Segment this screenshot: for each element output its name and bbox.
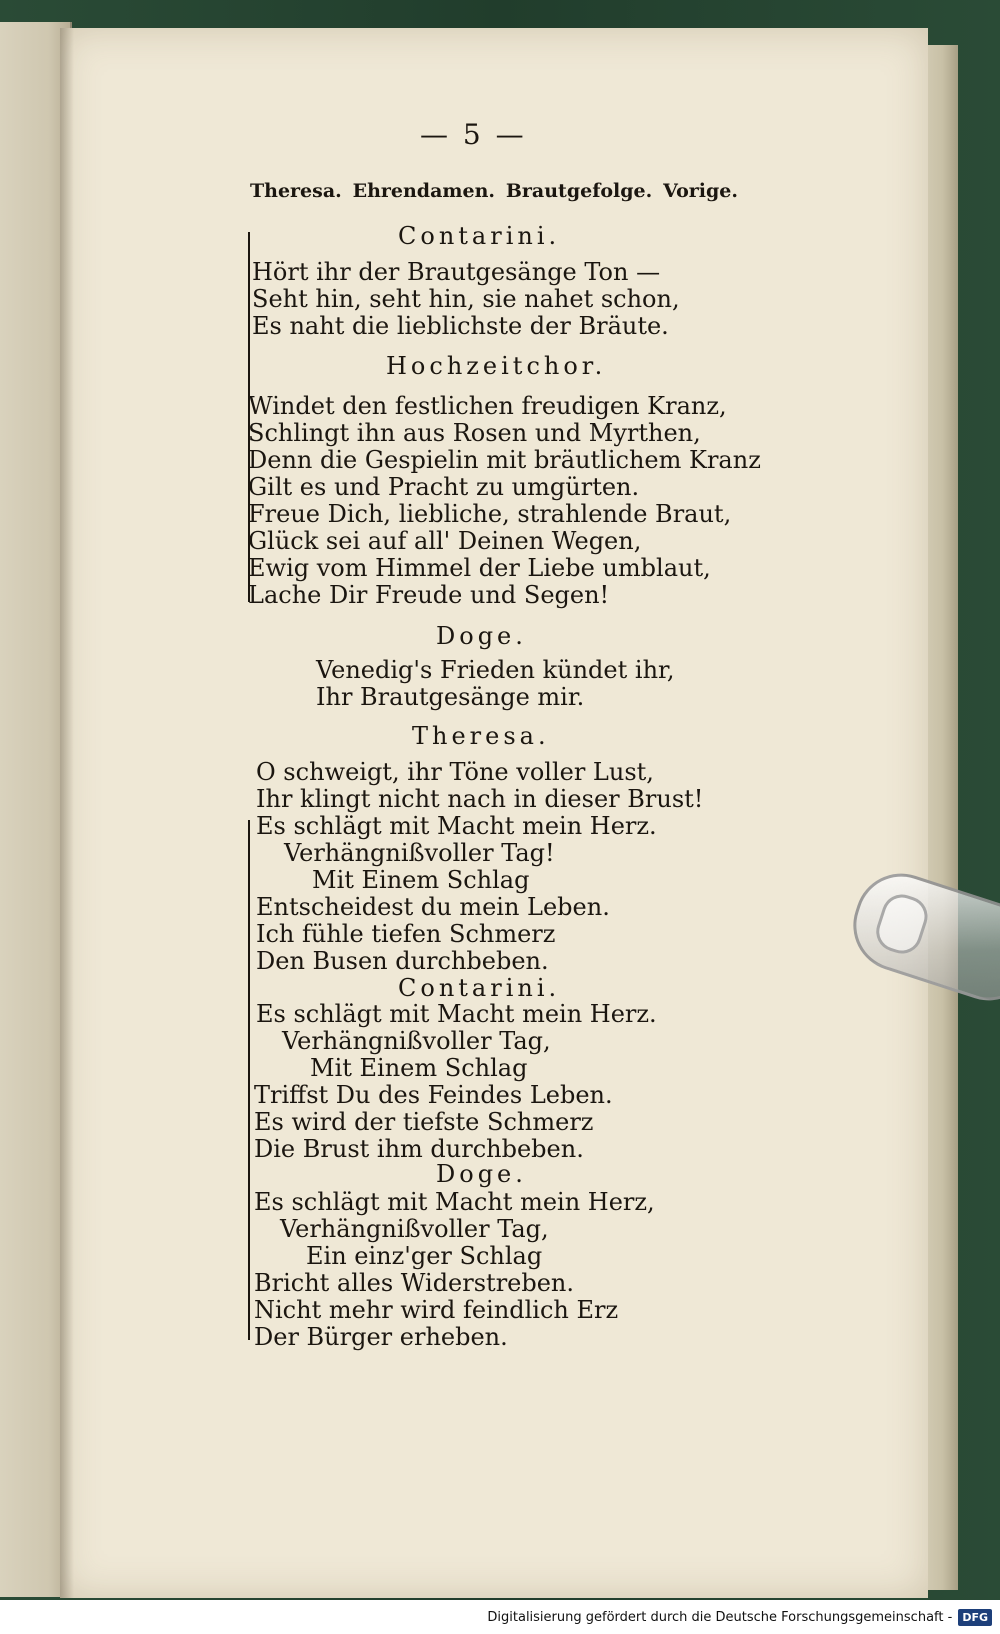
verse-line: Es schlägt mit Macht mein Herz.: [256, 812, 657, 840]
footer-text: Digitalisierung gefördert durch die Deutsche Forschungsgemeinschaft -: [487, 1609, 953, 1625]
verse-line: O schweigt, ihr Töne voller Lust,: [256, 758, 654, 786]
verse-line: Ihr Brautgesänge mir.: [316, 683, 585, 711]
verse-line: Es schlägt mit Macht mein Herz,: [254, 1188, 655, 1216]
verse-line: Freue Dich, liebliche, strahlende Braut,: [248, 500, 732, 528]
verse-line: Ihr klingt nicht nach in dieser Brust!: [256, 785, 704, 813]
verse-line: Mit Einem Schlag: [312, 866, 530, 894]
verse-line: Der Bürger erheben.: [254, 1323, 508, 1351]
verse-line: Ein einz'ger Schlag: [306, 1242, 543, 1270]
speaker-theresa: Theresa.: [412, 722, 550, 750]
verse-line: Den Busen durchbeben.: [256, 947, 549, 975]
verse-line: Es naht die lieblichste der Bräute.: [252, 312, 669, 340]
verse-line: Venedig's Frieden kündet ihr,: [316, 656, 675, 684]
header-char-4: Vorige.: [663, 180, 738, 202]
clip-loop: [871, 889, 933, 958]
verse-line: Ich fühle tiefen Schmerz: [256, 920, 556, 948]
speaker-contarini-2: Contarini.: [398, 974, 561, 1002]
verse-line: Verhängnißvoller Tag,: [282, 1027, 551, 1055]
header-char-3: Brautgefolge.: [505, 180, 653, 202]
verse-line: Windet den festlichen freudigen Kranz,: [248, 392, 727, 420]
verse-line: Verhängnißvoller Tag!: [284, 839, 555, 867]
verse-line: Entscheidest du mein Leben.: [256, 893, 610, 921]
speaker-hochzeitchor: Hochzeitchor.: [386, 352, 607, 380]
header-char-2: Ehrendamen.: [352, 180, 496, 202]
page-number: — 5 —: [420, 118, 527, 151]
verse-line: Lache Dir Freude und Segen!: [248, 581, 610, 609]
brace-trio: [248, 820, 250, 1340]
verse-line: Glück sei auf all' Deinen Wegen,: [248, 527, 642, 555]
verse-line: Es schlägt mit Macht mein Herz.: [256, 1000, 657, 1028]
digitization-footer: [0, 1600, 1000, 1634]
verse-line: Schlingt ihn aus Rosen und Myrthen,: [248, 419, 701, 447]
verse-line: Mit Einem Schlag: [310, 1054, 528, 1082]
dfg-logo: DFG: [958, 1609, 992, 1626]
header-char-1: Theresa.: [250, 180, 342, 202]
verse-line: Bricht alles Widerstreben.: [254, 1269, 575, 1297]
verse-line: Die Brust ihm durchbeben.: [254, 1135, 584, 1163]
speaker-doge-1: Doge.: [436, 622, 527, 650]
verse-line: Ewig vom Himmel der Liebe umblaut,: [248, 554, 711, 582]
verse-line: Verhängnißvoller Tag,: [280, 1215, 549, 1243]
scene-characters-header: [250, 180, 738, 202]
verse-line: Gilt es und Pracht zu umgürten.: [248, 473, 640, 501]
speaker-doge-2: Doge.: [436, 1160, 527, 1188]
speaker-contarini-1: Contarini.: [398, 222, 561, 250]
verse-line: Es wird der tiefste Schmerz: [254, 1108, 594, 1136]
verse-line: Hört ihr der Brautgesänge Ton —: [252, 258, 661, 286]
page-gutter-shadow: [60, 28, 74, 1598]
verse-line: Seht hin, seht hin, sie nahet schon,: [252, 285, 680, 313]
verse-line: Denn die Gespielin mit bräutlichem Kranz: [248, 446, 761, 474]
verse-line: Nicht mehr wird feindlich Erz: [254, 1296, 619, 1324]
verse-line: Triffst Du des Feindes Leben.: [254, 1081, 613, 1109]
